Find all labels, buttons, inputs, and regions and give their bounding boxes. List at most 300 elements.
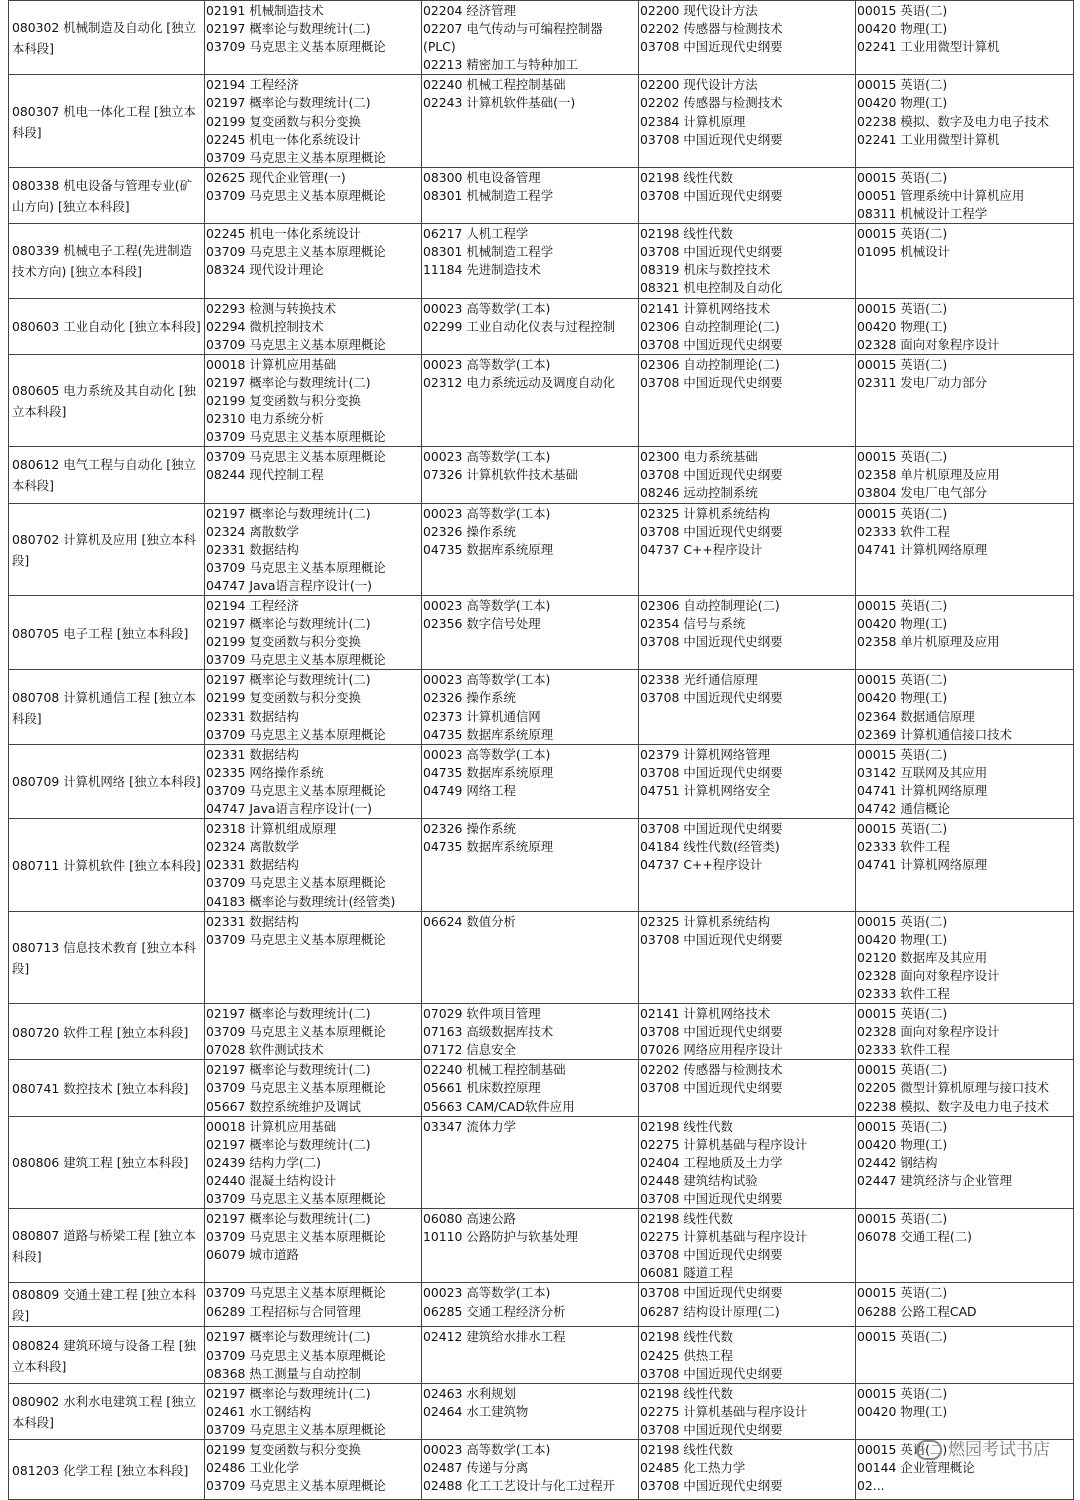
course-item: 00420 物理(工) [857,318,948,334]
course-cell [205,911,422,1003]
course-item: 02197 概率论与数理统计(二) [206,1385,371,1401]
course-item: 02194 工程经济 [206,598,299,613]
course-item: 03709 马克思主义基本原理概论 [206,782,386,798]
course-item: 05663 CAM/CAD软件应用 [423,1098,575,1114]
course-item: 02442 钢结构 [857,1154,938,1170]
course-cell [639,1440,856,1500]
course-cell [205,224,422,298]
course-item: 02197 概率论与数理统计(二) [206,616,371,632]
table-row [9,1283,1074,1327]
course-item: 00420 物理(工) [857,95,948,111]
course-item: 06217 人机工程学 [423,226,529,242]
course-item: 02373 计算机通信网 [423,708,541,724]
course-item: 02245 机电一体化系统设计 [206,226,361,242]
course-item: 04747 Java语言程序设计(一) [206,801,372,817]
course-cell [639,224,856,298]
course-item: 03709 马克思主义基本原理概论 [206,336,386,352]
course-item: 03347 流体力学 [423,1118,516,1134]
course-cell [856,1327,1074,1383]
course-cell [422,1,639,75]
course-item: 04735 数据库系统原理 [423,541,554,557]
course-cell [856,503,1074,595]
course-item: 02625 现代企业管理(一) [206,169,346,185]
course-item: 02326 操作系统 [423,523,516,539]
course-item: 02335 网络操作系统 [206,764,324,780]
course-item: 03708 中国近现代史纲要 [640,764,783,780]
course-item: 02328 面向对象程序设计 [857,967,1000,983]
course-item: 02202 传感器与检测技术 [640,1062,783,1078]
course-item: 00051 管理系统中计算机应用 [857,187,1025,203]
course-item: 03709 马克思主义基本原理概论 [206,1478,386,1494]
course-item: 02199 复变函数与积分变换 [206,1442,361,1458]
major-cell: 080807 道路与桥梁工程 [独立本科段] [9,1209,205,1283]
course-cell [639,503,856,595]
course-item: 02205 微型计算机原理与接口技术 [857,1080,1050,1096]
course-item: 02194 工程经济 [206,77,299,93]
course-item: 02325 计算机系统结构 [640,913,771,929]
course-item: 02200 现代设计方法 [640,3,758,18]
course-cell [205,1060,422,1116]
course-cell [639,447,856,503]
table-row [9,354,1074,446]
course-cell [205,1383,422,1439]
course-item: 03709 马克思主义基本原理概论 [206,931,386,947]
course-item: 00015 英语(二) [857,1211,948,1227]
course-cell [422,1383,639,1439]
course-item: 00023 高等数学(工本) [423,1442,551,1458]
course-item: 03708 中国近现代史纲要 [640,187,783,203]
course-cell [205,819,422,911]
table-row [9,1440,1074,1500]
course-cell [639,75,856,167]
course-item: 02425 供热工程 [640,1347,733,1363]
course-item: 03709 马克思主义基本原理概论 [206,449,386,465]
course-cell [856,298,1074,354]
course-item: 00015 英语(二) [857,1118,948,1134]
course-item: 08368 热工测量与自动控制 [206,1365,361,1381]
course-item: 02275 计算机基础与程序设计 [640,1403,808,1419]
course-item: 06624 数值分析 [423,913,516,929]
course-item: 02198 线性代数 [640,1329,733,1345]
course-item: (PLC) [423,39,456,55]
course-item: 11184 先进制造技术 [423,262,541,278]
course-item: 02439 结构力学(二) [206,1154,321,1170]
course-item: 02358 单片机原理及应用 [857,467,1000,483]
table-row [9,911,1074,1003]
table-row [9,1,1074,75]
course-item: 02204 经济管理 [423,3,516,18]
course-item: 00023 高等数学(工本) [423,1285,551,1301]
course-item: 06289 工程招标与合同管理 [206,1303,361,1319]
course-cell [422,1283,639,1327]
exam-schedule-table [8,0,1074,1500]
course-cell [856,819,1074,911]
course-cell [205,354,422,446]
course-item: 04741 计算机网络原理 [857,782,988,798]
course-item: 00023 高等数学(工本) [423,505,551,521]
course-item: 02299 工业自动化仪表与过程控制 [423,318,616,334]
course-item: 00015 英语(二) [857,505,948,521]
course-cell [639,354,856,446]
course-item: 03709 马克思主义基本原理概论 [206,1024,386,1040]
course-item: 00015 英语(二) [857,913,948,929]
course-cell [422,1209,639,1283]
course-item: 00420 物理(工) [857,931,948,947]
course-item: 02464 水工建筑物 [423,1403,529,1419]
course-item: 00420 物理(工) [857,1403,948,1419]
course-cell [639,1116,856,1208]
course-cell [856,744,1074,818]
course-item: 02324 离散数学 [206,839,299,855]
course-cell [639,1383,856,1439]
course-item: 00144 企业管理概论 [857,1460,975,1476]
course-item: 02331 数据结构 [206,913,299,929]
course-cell [639,1283,856,1327]
course-item: 04742 通信概论 [857,801,950,817]
course-cell [422,1116,639,1208]
course-item: 00015 英语(二) [857,226,948,242]
table-row [9,224,1074,298]
course-item: 03708 中国近现代史纲要 [640,131,783,147]
course-item: 02198 线性代数 [640,1211,733,1227]
course-item: 02293 检测与转换技术 [206,300,337,316]
course-item: 02310 电力系统分析 [206,411,324,427]
course-item: 02198 线性代数 [640,1385,733,1401]
course-cell [422,1004,639,1060]
table-row [9,503,1074,595]
course-item: 08319 机床与数控技术 [640,262,771,278]
course-item: 02369 计算机通信接口技术 [857,726,1012,742]
course-item: 02333 软件工程 [857,985,950,1001]
course-item: 08244 现代控制工程 [206,467,324,483]
course-item: 02440 混凝土结构设计 [206,1172,337,1188]
course-item: 02328 面向对象程序设计 [857,336,1000,352]
course-item: 03708 中国近现代史纲要 [640,1365,783,1381]
course-item: 01095 机械设计 [857,244,950,260]
course-item: 02461 水工钢结构 [206,1403,312,1419]
course-item: 05667 数控系统维护及调试 [206,1098,361,1114]
course-item: 03708 中国近现代史纲要 [640,244,783,260]
course-item: 00015 英语(二) [857,169,948,185]
course-item: 02275 计算机基础与程序设计 [640,1229,808,1245]
course-item: 04735 数据库系统原理 [423,726,554,742]
table-row [9,670,1074,744]
course-item: 06287 结构设计原理(二) [640,1303,780,1319]
course-item: 03709 马克思主义基本原理概论 [206,652,386,668]
course-item: 08300 机电设备管理 [423,169,541,185]
major-cell: 080307 机电一体化工程 [独立本科段] [9,75,205,167]
course-item: 02199 复变函数与积分变换 [206,690,361,706]
table-row [9,1116,1074,1208]
course-item: 02275 计算机基础与程序设计 [640,1136,808,1152]
course-item: 02318 计算机组成原理 [206,821,337,837]
course-item: 03709 马克思主义基本原理概论 [206,1285,386,1301]
course-item: 00015 英语(二) [857,3,948,18]
course-item: 07172 信息安全 [423,1042,516,1058]
course-item: 02197 概率论与数理统计(二) [206,1211,371,1227]
course-cell [422,1327,639,1383]
course-cell [856,354,1074,446]
course-item: 02379 计算机网络管理 [640,746,771,762]
course-item: 00420 物理(工) [857,1136,948,1152]
course-item: 02238 模拟、数字及电力电子技术 [857,113,1050,129]
course-item: 00023 高等数学(工本) [423,449,551,465]
course-cell [639,670,856,744]
course-item: 02198 线性代数 [640,1442,733,1458]
course-item: 03709 马克思主义基本原理概论 [206,1080,386,1096]
table-row [9,819,1074,911]
course-item: 02447 建筑经济与企业管理 [857,1172,1012,1188]
course-item: 00023 高等数学(工本) [423,300,551,316]
course-item: 02333 软件工程 [857,1042,950,1058]
course-cell [856,447,1074,503]
course-item: 00015 英语(二) [857,1385,948,1401]
course-item: 06288 公路工程CAD [857,1303,977,1319]
table-row [9,1383,1074,1439]
major-cell: 080713 信息技术教育 [独立本科段] [9,911,205,1003]
course-item: 02202 传感器与检测技术 [640,21,783,37]
course-cell [422,75,639,167]
course-item: 04741 计算机网络原理 [857,541,988,557]
major-cell: 080711 计算机软件 [独立本科段] [9,819,205,911]
course-item: 02198 线性代数 [640,226,733,242]
course-cell [639,1327,856,1383]
course-item: 03708 中国近现代史纲要 [640,336,783,352]
course-item: 02448 建筑结构试验 [640,1172,758,1188]
course-item: 02207 电气传动与可编程控制器 [423,21,603,37]
course-item: 03708 中国近现代史纲要 [640,821,783,837]
course-item: 02463 水利规划 [423,1385,516,1401]
table-row [9,298,1074,354]
course-item: 02... [857,1478,885,1494]
course-item: 04747 Java语言程序设计(一) [206,577,372,593]
course-item: 02245 机电一体化系统设计 [206,131,361,147]
course-item: 02384 计算机原理 [640,113,746,129]
course-item: 02197 概率论与数理统计(二) [206,1136,371,1152]
course-item: 02338 光纤通信原理 [640,672,758,688]
course-item: 00023 高等数学(工本) [423,356,551,372]
course-item: 03709 马克思主义基本原理概论 [206,1191,386,1206]
course-item: 03708 中国近现代史纲要 [640,467,783,483]
major-cell: 081203 化学工程 [独立本科段] [9,1440,205,1500]
course-item: 02197 概率论与数理统计(二) [206,1006,371,1022]
course-cell [205,1209,422,1283]
course-item: 02306 自动控制理论(二) [640,318,780,334]
course-cell [856,1283,1074,1327]
course-cell [205,1283,422,1327]
major-cell: 080339 机械电子工程(先进制造技术方向) [独立本科段] [9,224,205,298]
course-item: 03709 马克思主义基本原理概论 [206,559,386,575]
course-item: 02328 面向对象程序设计 [857,1024,1000,1040]
course-item: 07029 软件项目管理 [423,1006,541,1022]
course-item: 02238 模拟、数字及电力电子技术 [857,1098,1050,1114]
course-cell [639,1,856,75]
watermark [916,1435,1050,1460]
course-item: 08321 机电控制及自动化 [640,280,783,296]
course-item: 06079 城市道路 [206,1247,299,1263]
course-cell [856,167,1074,223]
course-cell [205,447,422,503]
course-cell [639,167,856,223]
course-item: 03709 马克思主义基本原理概论 [206,1229,386,1245]
course-item: 02312 电力系统远动及调度自动化 [423,374,616,390]
course-item: 03708 中国近现代史纲要 [640,523,783,539]
course-item: 05661 机床数控原理 [423,1080,541,1096]
course-item: 04741 计算机网络原理 [857,857,988,873]
course-cell [856,1060,1074,1116]
course-item: 06080 高速公路 [423,1211,516,1227]
course-item: 00420 物理(工) [857,21,948,37]
course-item: 02197 概率论与数理统计(二) [206,505,371,521]
course-cell [639,1004,856,1060]
course-item: 07026 网络应用程序设计 [640,1042,783,1058]
course-cell [856,596,1074,670]
course-item: 02141 计算机网络技术 [640,300,771,316]
table-row [9,447,1074,503]
major-cell: 080741 数控技术 [独立本科段] [9,1060,205,1116]
course-item: 02331 数据结构 [206,857,299,873]
course-item: 02325 计算机系统结构 [640,505,771,521]
course-item: 02240 机械工程控制基础 [423,77,566,93]
course-item: 03709 马克思主义基本原理概论 [206,187,386,203]
watermark-text: 燃园考试书店 [948,1440,1050,1460]
major-cell: 080806 建筑工程 [独立本科段] [9,1116,205,1208]
course-cell [422,1440,639,1500]
major-cell: 080824 建筑环境与设备工程 [独立本科段] [9,1327,205,1383]
course-item: 00018 计算机应用基础 [206,356,337,372]
major-cell: 080338 机电设备与管理专业(矿山方向) [独立本科段] [9,167,205,223]
course-cell [422,167,639,223]
major-cell: 080720 软件工程 [独立本科段] [9,1004,205,1060]
course-item: 00015 英语(二) [857,821,948,837]
table-row [9,1209,1074,1283]
course-item: 04751 计算机网络安全 [640,782,771,798]
course-item: 02354 信号与系统 [640,616,746,632]
major-cell: 080605 电力系统及其自动化 [独立本科段] [9,354,205,446]
course-cell [422,224,639,298]
table-row [9,744,1074,818]
course-item: 02141 计算机网络技术 [640,1006,771,1022]
course-cell [856,670,1074,744]
course-item: 10110 公路防护与软基处理 [423,1229,578,1245]
table-row [9,1004,1074,1060]
course-item: 03709 马克思主义基本原理概论 [206,39,386,55]
course-item: 04735 数据库系统原理 [423,764,554,780]
course-item: 02487 传递与分离 [423,1460,529,1476]
course-item: 03708 中国近现代史纲要 [640,1191,783,1206]
course-item: 02198 线性代数 [640,169,733,185]
course-cell [422,1060,639,1116]
course-cell [205,298,422,354]
course-item: 02240 机械工程控制基础 [423,1062,566,1078]
course-item: 03142 互联网及其应用 [857,764,988,780]
course-item: 00015 英语(二) [857,1285,948,1301]
course-item: 04749 网络工程 [423,782,516,798]
course-cell [205,1004,422,1060]
course-cell [856,1004,1074,1060]
course-item: 00023 高等数学(工本) [423,598,551,613]
course-item: 08324 现代设计理论 [206,262,324,278]
major-cell: 080708 计算机通信工程 [独立本科段] [9,670,205,744]
course-item: 03708 中国近现代史纲要 [640,634,783,650]
course-item: 03708 中国近现代史纲要 [640,690,783,706]
course-item: 02191 机械制造技术 [206,3,324,18]
course-item: 02197 概率论与数理统计(二) [206,374,371,390]
major-cell: 080902 水利水电建筑工程 [独立本科段] [9,1383,205,1439]
course-cell [205,1440,422,1500]
course-item: 03708 中国近现代史纲要 [640,1478,783,1494]
course-cell [639,298,856,354]
course-cell [205,744,422,818]
course-item: 02300 电力系统基础 [640,449,758,465]
course-item: 00420 物理(工) [857,616,948,632]
course-item: 06078 交通工程(二) [857,1229,972,1245]
course-item: 02486 工业化学 [206,1460,299,1476]
course-item: 02488 化工工艺设计与化工过程开 [423,1478,616,1494]
course-item: 00015 英语(二) [857,300,948,316]
course-item: 02198 线性代数 [640,1118,733,1134]
course-item: 06081 隧道工程 [640,1265,733,1281]
course-cell [205,503,422,595]
major-cell: 080612 电气工程与自动化 [独立本科段] [9,447,205,503]
course-item: 00015 英语(二) [857,1329,948,1345]
major-cell: 080302 机械制造及自动化 [独立本科段] [9,1,205,75]
course-item: 00015 英语(二) [857,746,948,762]
course-item: 03708 中国近现代史纲要 [640,1421,783,1437]
course-item: 03708 中国近现代史纲要 [640,1285,783,1301]
course-item: 04183 概率论与数理统计(经管类) [206,893,396,909]
course-item: 02333 软件工程 [857,839,950,855]
course-item: 00015 英语(二) [857,672,948,688]
course-item: 03708 中国近现代史纲要 [640,374,783,390]
course-item: 02197 概率论与数理统计(二) [206,95,371,111]
course-item: 02485 化工热力学 [640,1460,746,1476]
course-item: 02311 发电厂动力部分 [857,374,988,390]
course-item: 03709 马克思主义基本原理概论 [206,726,386,742]
course-item: 02197 概率论与数理统计(二) [206,21,371,37]
course-item: 03709 马克思主义基本原理概论 [206,1421,386,1437]
course-cell [856,75,1074,167]
course-cell [205,75,422,167]
course-item: 02364 数据通信原理 [857,708,975,724]
course-item: 02120 数据库及其应用 [857,949,988,965]
course-item: 03708 中国近现代史纲要 [640,1080,783,1096]
course-cell [856,1,1074,75]
course-item: 02324 离散数学 [206,523,299,539]
course-item: 07028 软件测试技术 [206,1042,324,1058]
course-item: 00018 计算机应用基础 [206,1118,337,1134]
course-item: 03804 发电厂电气部分 [857,485,988,501]
course-item: 00015 英语(二) [857,1062,948,1078]
major-cell: 080702 计算机及应用 [独立本科段] [9,503,205,595]
major-cell: 080709 计算机网络 [独立本科段] [9,744,205,818]
course-item: 02356 数字信号处理 [423,616,541,632]
course-item: 03709 马克思主义基本原理概论 [206,149,386,165]
course-item: 02358 单片机原理及应用 [857,634,1000,650]
course-item: 04184 线性代数(经管类) [640,839,780,855]
course-item: 03709 马克思主义基本原理概论 [206,875,386,891]
course-item: 00015 英语(二) [857,1442,948,1458]
table-row [9,167,1074,223]
course-cell [205,670,422,744]
course-item: 02200 现代设计方法 [640,77,758,93]
course-item: 02243 计算机软件基础(一) [423,95,576,111]
course-item: 08246 远动控制系统 [640,485,758,501]
course-cell [639,1060,856,1116]
course-item: 02197 概率论与数理统计(二) [206,1062,371,1078]
course-cell [639,744,856,818]
table-row [9,1060,1074,1116]
